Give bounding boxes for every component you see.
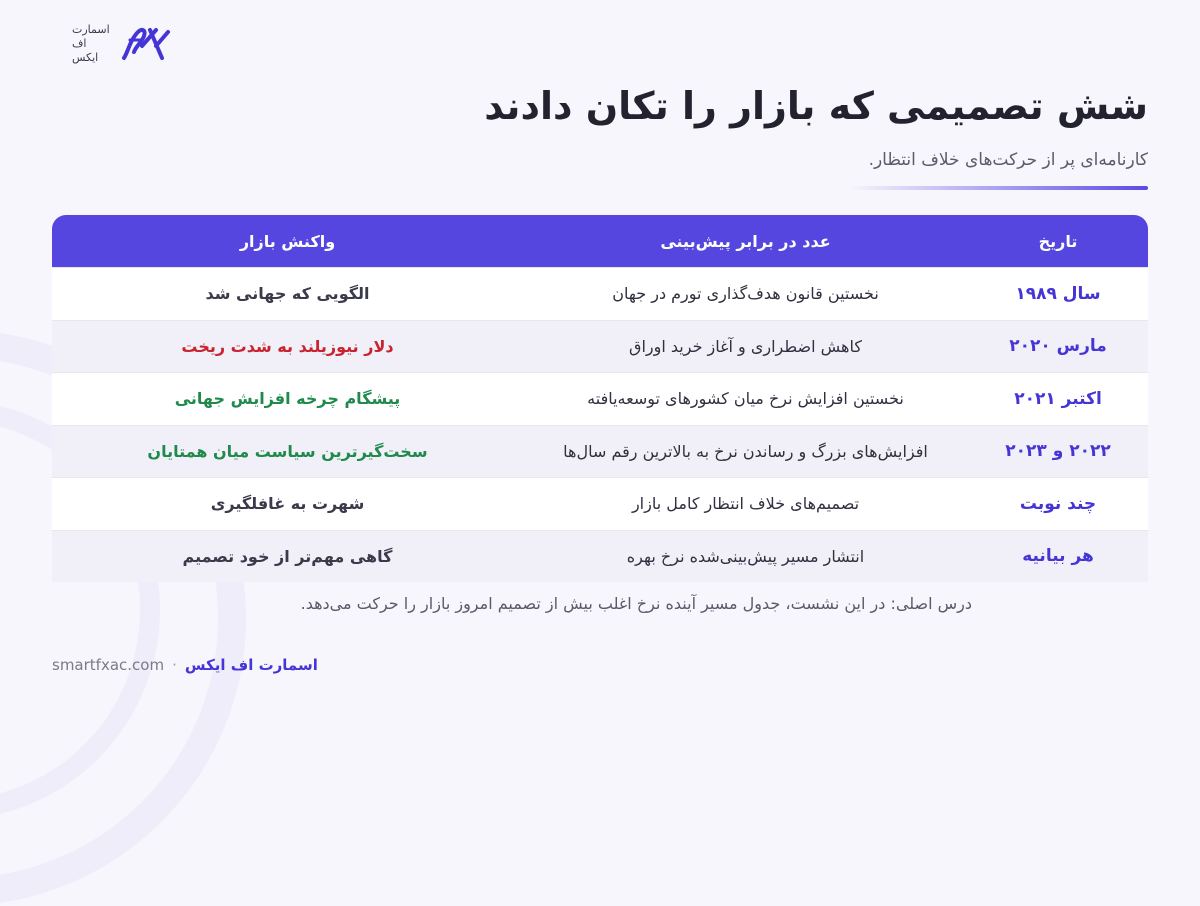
column-header-reaction: واکنش بازار — [239, 231, 336, 251]
key-lesson-note: درس اصلی: در این نشست، جدول مسیر آینده نرخ اغلب بیش از تصمیم امروز بازار را حرکت می‌دهد. — [300, 594, 972, 613]
subtitle-underline-divider — [848, 186, 1148, 190]
cell-number: تصمیم‌های خلاف انتظار کامل بازار — [631, 494, 860, 514]
cell-number: افزایش‌های بزرگ و رساندن نرخ به بالاترین رقم سال‌ها — [563, 441, 928, 461]
cell-reaction: سخت‌گیرترین سیاست میان همتایان — [147, 441, 428, 461]
cell-number: نخستین افزایش نرخ میان کشورهای توسعه‌یافته — [587, 389, 904, 409]
cell-reaction: پیشگام چرخه افزایش جهانی — [174, 389, 401, 409]
cell-number: کاهش اضطراری و آغاز خرید اوراق — [629, 336, 862, 356]
table-row — [52, 530, 1148, 583]
column-header-date: تاریخ — [1038, 231, 1078, 251]
cell-date: هر بیانیه — [1022, 546, 1094, 567]
cell-date: مارس ۲۰۲۰ — [1009, 336, 1107, 357]
cell-number: انتشار مسیر پیش‌بینی‌شده نرخ بهره — [626, 546, 865, 566]
cell-date: سال ۱۹۸۹ — [1015, 283, 1101, 304]
table-row — [52, 320, 1148, 373]
table-row — [52, 477, 1148, 530]
cell-date: اکتبر ۲۰۲۱ — [1014, 388, 1102, 409]
logo-text-line: اسمارت — [72, 23, 110, 36]
cell-date: ۲۰۲۲ و ۲۰۲۳ — [1005, 441, 1111, 462]
column-header-number: عدد در برابر پیش‌بینی — [660, 231, 831, 251]
page-footer — [52, 656, 318, 674]
footer-website-link[interactable]: smartfxac.com — [52, 656, 165, 674]
table-row — [52, 425, 1148, 478]
cell-reaction: دلار نیوزیلند به شدت ریخت — [181, 336, 394, 356]
decisions-table — [52, 215, 1148, 582]
table-row — [52, 267, 1148, 320]
smartfx-logo-icon — [118, 22, 178, 66]
cell-reaction: الگویی که جهانی شد — [205, 284, 370, 304]
footer-brand-name: اسمارت اف ایکس — [184, 656, 318, 674]
page-subtitle: کارنامه‌ای پر از حرکت‌های خلاف انتظار. — [868, 150, 1148, 170]
footer-separator: · — [172, 656, 177, 674]
logo-wordmark — [72, 23, 110, 65]
page-title: شش تصمیمی که بازار را تکان دادند — [484, 84, 1148, 128]
brand-logo[interactable] — [72, 22, 178, 66]
table-row — [52, 372, 1148, 425]
cell-reaction: گاهی مهم‌تر از خود تصمیم — [182, 546, 393, 566]
logo-text-line: اف — [72, 37, 87, 50]
cell-reaction: شهرت به غافلگیری — [210, 494, 365, 514]
table-header-row — [52, 215, 1148, 267]
cell-date: چند نوبت — [1019, 493, 1097, 514]
logo-text-line: ایکس — [72, 51, 99, 64]
cell-number: نخستین قانون هدف‌گذاری تورم در جهان — [612, 284, 879, 304]
